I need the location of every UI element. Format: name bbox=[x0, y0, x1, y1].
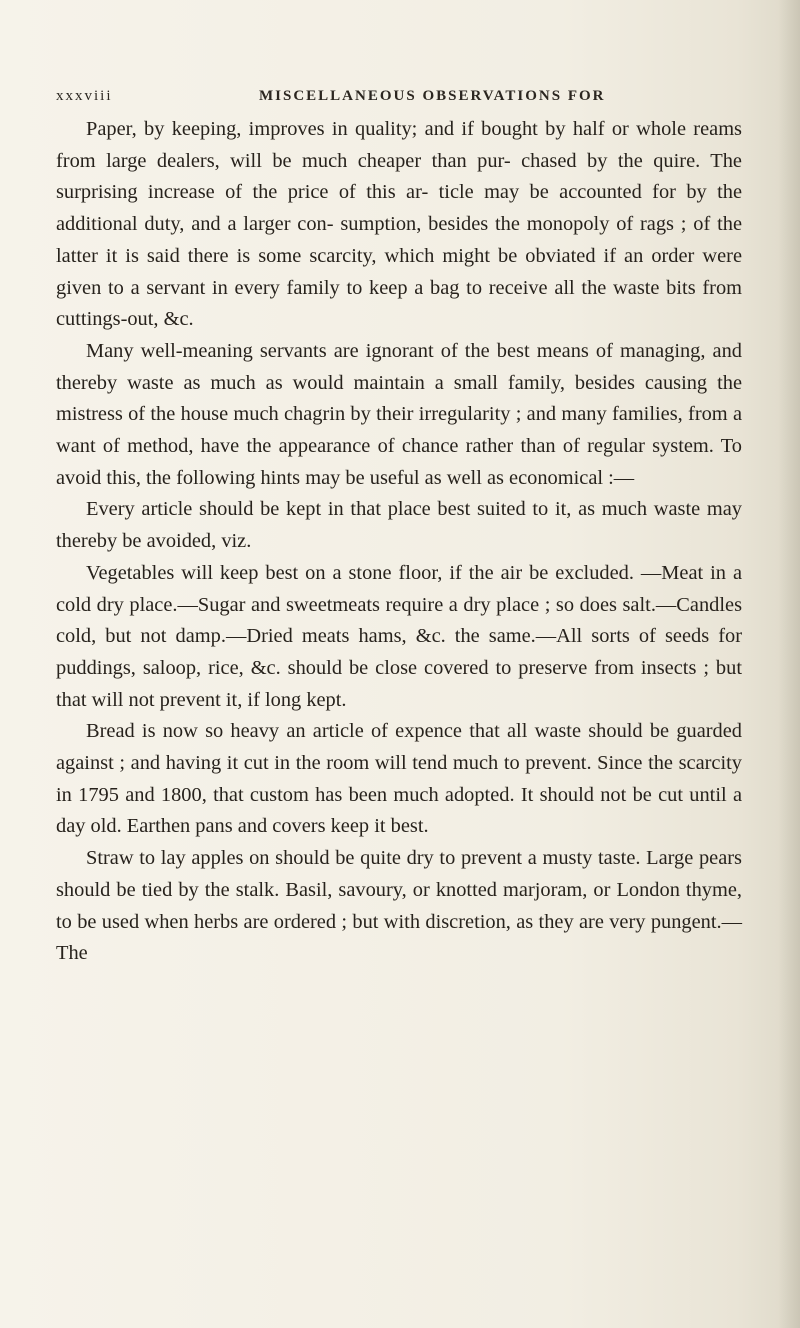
paragraph-bread: Bread is now so heavy an article of expence that all waste should be guarded against ; and having it cut in the room will tend much to prevent. Since the scarcity in 1795 and 1800, that custom has been much adopted. It should not be cut until a day old. Earthen pans and covers keep it best. bbox=[56, 720, 742, 838]
running-head bbox=[56, 88, 756, 112]
paragraph-every-article: Every article should be kept in that place best suited to it, as much waste may thereby be avoided, viz. bbox=[56, 498, 742, 553]
paragraph-servants: Many well-meaning servants are ignorant of the best means of managing, and thereby waste as much as would maintain a small family, besides causing the mistress of the house much chagrin by their irregularity ; and many families, from a want of method, have the appearance of chance rather than of regular system. To avoid this, the following hints may be useful as well as economical :— bbox=[56, 339, 742, 489]
paragraph-paper: Paper, by keeping, improves in quality; and if bought by half or whole reams from large dealers, will be much cheaper than pur- chased by the quire. The surprising increase of the price of this ar- ticle may be accounted for by the additional duty, and a larger con- sumption, besides the monopoly of rags ; of the latter it is said there is some scarcity, which might be obviated if an order were given to a servant in every family to keep a bag to receive all the waste bits from cuttings-out, &c. bbox=[56, 118, 742, 331]
page-number: xxxviii bbox=[56, 88, 113, 104]
paragraph-straw: Straw to lay apples on should be quite dry to prevent a musty taste. Large pears should be tied by the stalk. Basil, savoury, or knotted marjoram, or London thyme, to be used when herbs are ordered ; but with discretion, as they are very pungent.—The bbox=[56, 847, 742, 965]
page-edge-shadow bbox=[778, 0, 800, 1328]
paragraph-vegetables: Vegetables will keep best on a stone floor, if the air be excluded. —Meat in a cold dry place.—Sugar and sweetmeats require a dry place ; so does salt.—Candles cold, but not damp.—Dried meats hams, &c. the same.—All sorts of seeds for puddings, saloop, rice, &c. should be close covered to preserve from insects ; but that will not prevent it, if long kept. bbox=[56, 561, 742, 711]
running-title: MISCELLANEOUS OBSERVATIONS FOR bbox=[259, 88, 606, 104]
body-text bbox=[56, 114, 742, 970]
